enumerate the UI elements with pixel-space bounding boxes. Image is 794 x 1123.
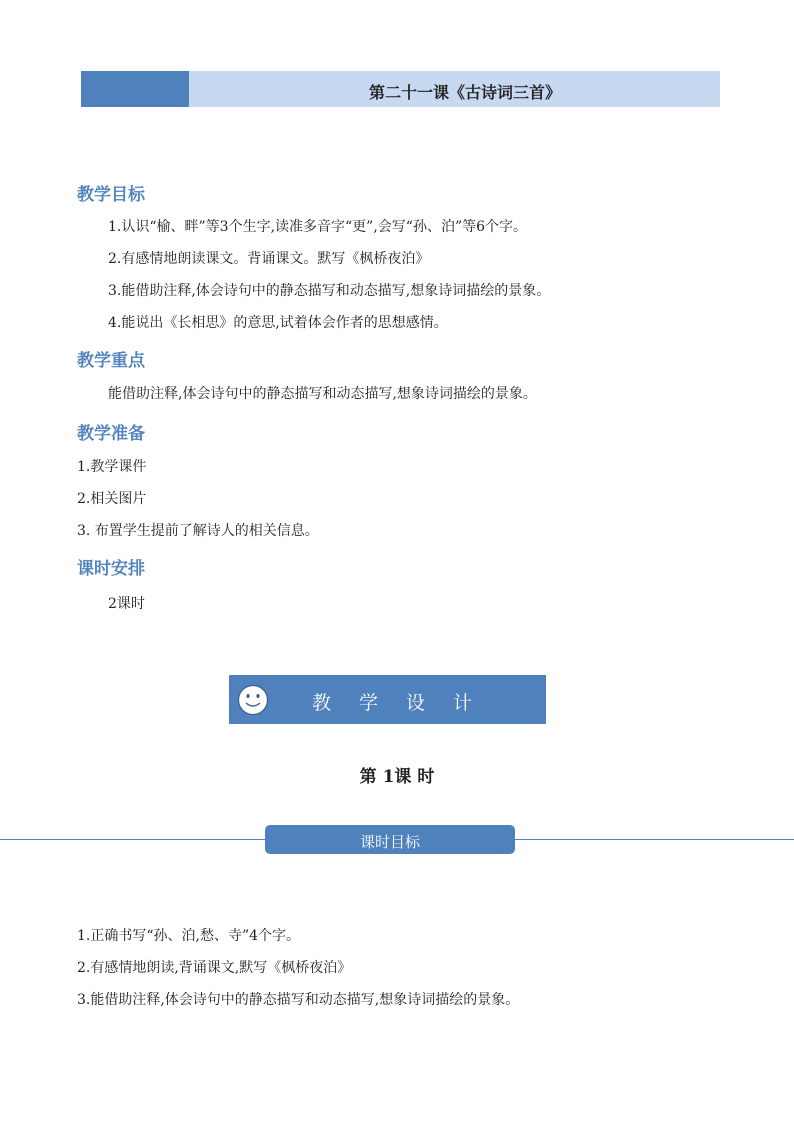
schedule-text: 2课时 <box>108 596 145 612</box>
section-heading-prep: 教学准备 <box>77 424 145 444</box>
design-label: 教 学 设 计 <box>311 692 484 714</box>
divider-right <box>515 839 794 840</box>
page-title: 第二十一课《古诗词三首》 <box>369 83 562 102</box>
prep-item-2: 2.相关图片 <box>77 491 147 507</box>
section-heading-focus: 教学重点 <box>77 351 145 371</box>
design-banner <box>229 675 546 724</box>
goal-item-1: 1.认识“榆、畔”等3个生字,读准多音字“更”,会写“孙、泊”等6个字。 <box>108 219 528 235</box>
title-accent-block <box>81 71 189 107</box>
lesson-goals-badge <box>265 825 515 854</box>
section-heading-schedule: 课时安排 <box>77 559 145 579</box>
prep-item-3: 3. 布置学生提前了解诗人的相关信息。 <box>77 523 319 539</box>
goal-item-4: 4.能说出《长相思》的意思,试着体会作者的思想感情。 <box>108 315 448 331</box>
divider-left <box>0 839 265 840</box>
lesson-goal-item-2: 2.有感情地朗读,背诵课文,默写《枫桥夜泊》 <box>77 960 352 976</box>
lesson-title: 第 1课 时 <box>359 767 435 787</box>
focus-text: 能借助注释,体会诗句中的静态描写和动态描写,想象诗词描绘的景象。 <box>108 386 537 402</box>
lesson-goal-item-3: 3.能借助注释,体会诗句中的静态描写和动态描写,想象诗词描绘的景象。 <box>77 992 520 1008</box>
lesson-goals-label: 课时目标 <box>359 833 420 851</box>
goal-item-3: 3.能借助注释,体会诗句中的静态描写和动态描写,想象诗词描绘的景象。 <box>108 283 551 299</box>
title-bar <box>81 71 720 107</box>
prep-item-1: 1.教学课件 <box>77 459 147 475</box>
goal-item-2: 2.有感情地朗读课文。背诵课文。默写《枫桥夜泊》 <box>108 251 430 267</box>
section-heading-goals: 教学目标 <box>77 185 145 205</box>
lesson-goal-item-1: 1.正确书写“孙、泊,愁、寺”4个字。 <box>77 928 301 944</box>
